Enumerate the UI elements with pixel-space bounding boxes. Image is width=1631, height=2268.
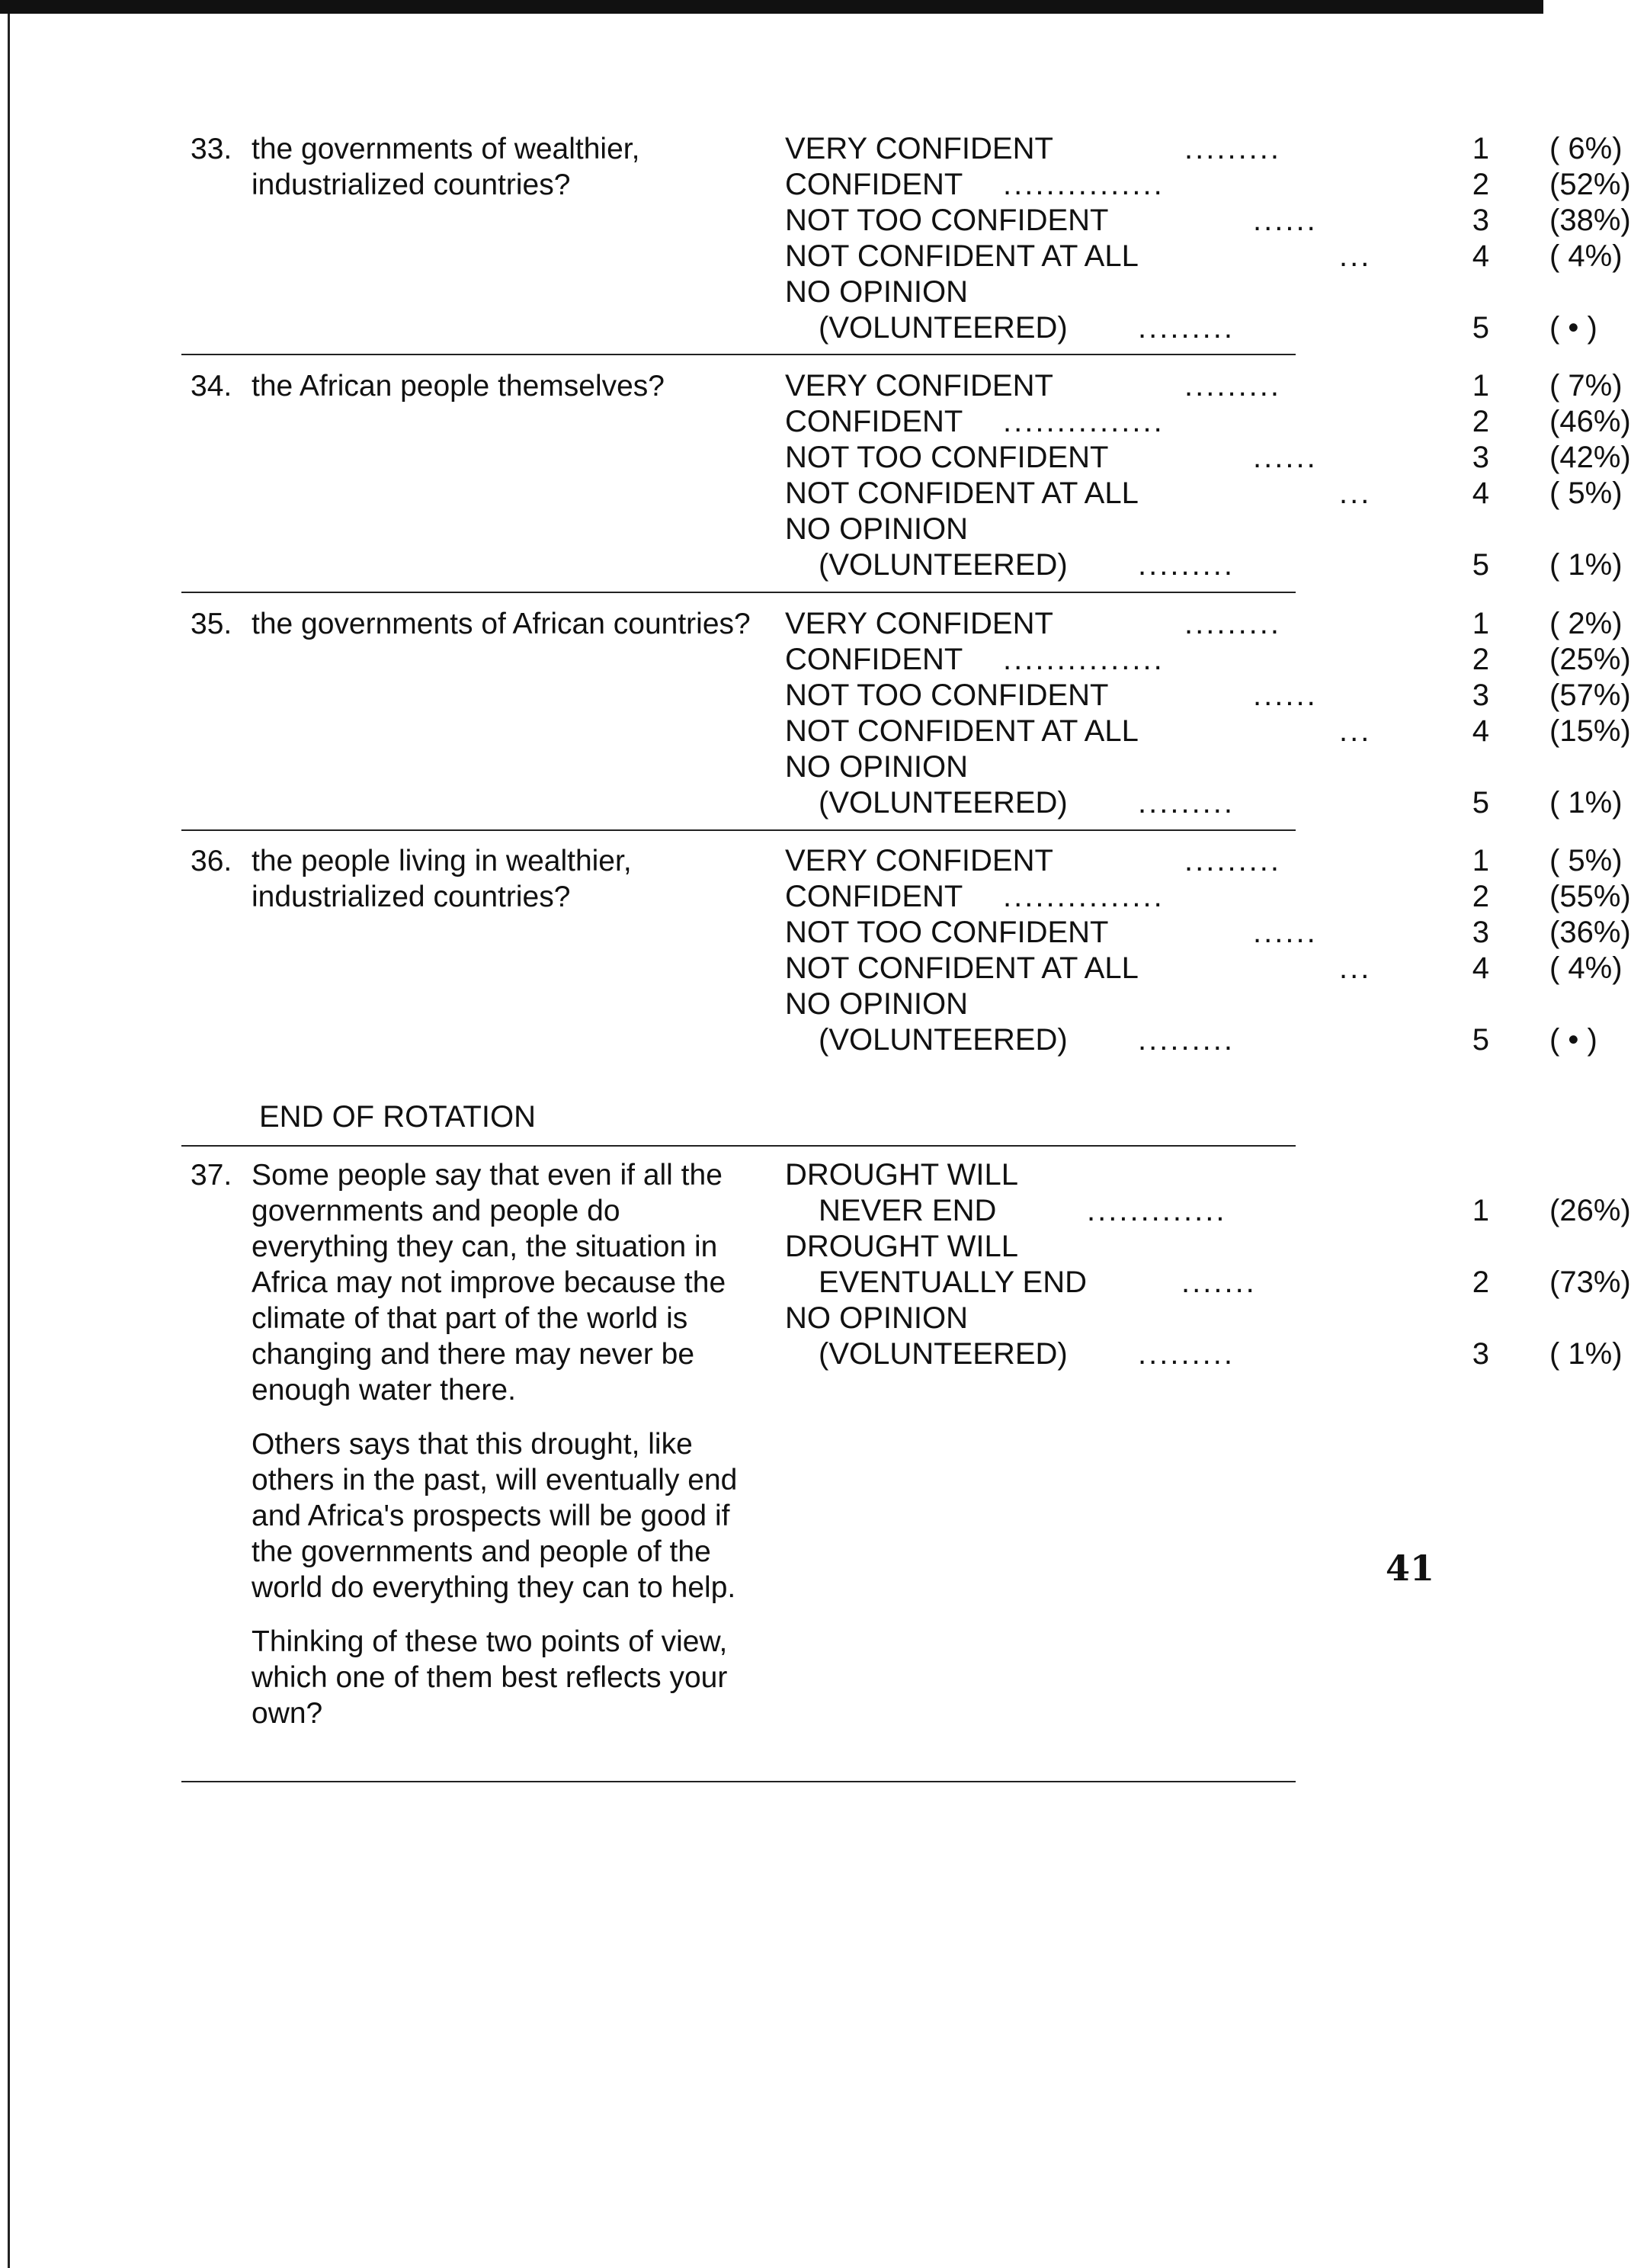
- option-label: CONFIDENT: [785, 405, 963, 438]
- answer-option: [785, 606, 1623, 642]
- question-number: 35.: [191, 608, 232, 640]
- dot-leader: .........: [1138, 786, 1235, 820]
- option-code: 3: [1472, 1337, 1489, 1371]
- dot-leader: .......: [1181, 1266, 1257, 1299]
- dot-leader: ...............: [1003, 168, 1165, 201]
- option-label: CONFIDENT: [785, 168, 963, 201]
- dot-leader: .........: [1184, 844, 1282, 877]
- option-percentage: ( 7%): [1549, 369, 1623, 403]
- option-percentage: ( • ): [1549, 311, 1597, 345]
- answer-option: [785, 749, 1486, 785]
- answer-option: [785, 951, 1623, 986]
- answer-option: [785, 642, 1631, 678]
- answer-option: [785, 1022, 1597, 1058]
- option-label: (VOLUNTEERED): [819, 1023, 1068, 1057]
- question-text: the people living in wealthier, industrialized countries?: [252, 845, 632, 913]
- answer-option: [785, 1265, 1631, 1301]
- answer-option: [785, 986, 1486, 1022]
- option-label: NOT CONFIDENT AT ALL: [785, 239, 1139, 273]
- option-percentage: ( 4%): [1549, 951, 1623, 985]
- option-percentage: (26%): [1549, 1194, 1631, 1227]
- option-percentage: ( 2%): [1549, 607, 1623, 640]
- option-percentage: (15%): [1549, 714, 1631, 748]
- option-label: NO OPINION: [785, 512, 969, 546]
- answer-option: [785, 203, 1631, 239]
- option-label: EVENTUALLY END: [819, 1266, 1087, 1299]
- option-code: 3: [1472, 441, 1489, 474]
- option-code: 3: [1472, 916, 1489, 949]
- answer-options: [785, 843, 1631, 1058]
- answer-options: [785, 606, 1631, 821]
- dot-leader: .........: [1184, 132, 1282, 165]
- option-code: 3: [1472, 204, 1489, 237]
- option-label: NO OPINION: [785, 987, 969, 1021]
- dot-leader: ...: [1339, 476, 1372, 510]
- option-percentage: (42%): [1549, 441, 1631, 474]
- section-divider: [181, 354, 1296, 355]
- dot-leader: .............: [1087, 1194, 1227, 1227]
- dot-leader: ...: [1339, 951, 1372, 985]
- option-percentage: (52%): [1549, 168, 1631, 201]
- answer-option: [785, 678, 1631, 714]
- option-label: (VOLUNTEERED): [819, 311, 1068, 345]
- question-text: Thinking of these two points of view, which one of them best reflects your own?: [252, 1625, 728, 1730]
- answer-option: [785, 785, 1623, 821]
- option-code: 1: [1472, 607, 1489, 640]
- option-code: 5: [1472, 548, 1489, 582]
- option-percentage: (57%): [1549, 678, 1631, 712]
- option-percentage: (55%): [1549, 880, 1631, 913]
- answer-option: [785, 547, 1623, 583]
- answer-option: [785, 1193, 1631, 1229]
- answer-option: [785, 1157, 1486, 1193]
- section-divider: [181, 1145, 1296, 1147]
- answer-option: [785, 512, 1486, 547]
- option-label: (VOLUNTEERED): [819, 1337, 1068, 1371]
- option-code: 3: [1472, 678, 1489, 712]
- option-label: NO OPINION: [785, 275, 969, 309]
- dot-leader: ...............: [1003, 405, 1165, 438]
- answer-option: [785, 131, 1623, 167]
- option-label: NOT CONFIDENT AT ALL: [785, 714, 1139, 748]
- answer-option: [785, 440, 1631, 476]
- answer-option: [785, 714, 1631, 749]
- option-percentage: ( 5%): [1549, 844, 1623, 877]
- section-divider: [181, 829, 1296, 831]
- option-code: 2: [1472, 405, 1489, 438]
- scan-left-border: [8, 14, 10, 2268]
- option-code: 1: [1472, 369, 1489, 403]
- answer-option: [785, 1229, 1486, 1265]
- question-number: 34.: [191, 370, 232, 403]
- answer-option: [785, 843, 1623, 879]
- dot-leader: ...: [1339, 714, 1372, 748]
- dot-leader: ...............: [1003, 643, 1165, 676]
- option-code: 1: [1472, 844, 1489, 877]
- answer-option: [785, 239, 1623, 274]
- option-code: 4: [1472, 714, 1489, 748]
- section-divider: [181, 592, 1296, 593]
- option-percentage: (73%): [1549, 1266, 1631, 1299]
- answer-option: [785, 167, 1631, 203]
- option-label: NO OPINION: [785, 1301, 969, 1335]
- option-code: 1: [1472, 1194, 1489, 1227]
- dot-leader: ......: [1253, 916, 1318, 949]
- option-label: NEVER END: [819, 1194, 997, 1227]
- option-percentage: ( 4%): [1549, 239, 1623, 273]
- scan-top-border: [0, 0, 1543, 14]
- option-code: 4: [1472, 476, 1489, 510]
- dot-leader: ......: [1253, 204, 1318, 237]
- option-code: 2: [1472, 1266, 1489, 1299]
- answer-option: [785, 1336, 1623, 1372]
- dot-leader: .........: [1138, 1023, 1235, 1057]
- option-label: NO OPINION: [785, 750, 969, 784]
- option-percentage: ( 6%): [1549, 132, 1623, 165]
- option-code: 5: [1472, 311, 1489, 345]
- section-divider: [181, 1781, 1296, 1782]
- option-percentage: ( 1%): [1549, 548, 1623, 582]
- question-text: Others says that this drought, like others in the past, will eventually end and Africa's prospects will be good if the governments and people of the world do everything they can to help.: [252, 1428, 738, 1604]
- option-code: 2: [1472, 168, 1489, 201]
- page-number: 41: [1386, 1548, 1435, 1589]
- dot-leader: ...: [1339, 239, 1372, 273]
- answer-option: [785, 310, 1597, 346]
- dot-leader: .........: [1184, 607, 1282, 640]
- option-percentage: (36%): [1549, 916, 1631, 949]
- option-label: NOT TOO CONFIDENT: [785, 678, 1109, 712]
- question-number: 37.: [191, 1159, 232, 1192]
- option-label: VERY CONFIDENT: [785, 369, 1053, 403]
- question-text: Some people say that even if all the governments and people do everything they can, the situation in Africa may not improve because the climate of that part of the world is changing and there may never be enough water there.: [252, 1159, 726, 1407]
- answer-option: [785, 915, 1631, 951]
- answer-options: [785, 1157, 1631, 1372]
- question-text: the African people themselves?: [252, 370, 665, 403]
- dot-leader: ......: [1253, 441, 1318, 474]
- dot-leader: .........: [1184, 369, 1282, 403]
- option-label: VERY CONFIDENT: [785, 844, 1053, 877]
- option-code: 5: [1472, 786, 1489, 820]
- answer-option: [785, 404, 1631, 440]
- option-code: 4: [1472, 239, 1489, 273]
- option-percentage: ( 5%): [1549, 476, 1623, 510]
- question-number: 33.: [191, 133, 232, 165]
- option-percentage: ( 1%): [1549, 1337, 1623, 1371]
- dot-leader: .........: [1138, 311, 1235, 345]
- option-label: VERY CONFIDENT: [785, 132, 1053, 165]
- option-code: 5: [1472, 1023, 1489, 1057]
- option-label: CONFIDENT: [785, 880, 963, 913]
- answer-options: [785, 368, 1631, 583]
- option-label: NOT TOO CONFIDENT: [785, 204, 1109, 237]
- option-label: NOT TOO CONFIDENT: [785, 441, 1109, 474]
- answer-option: [785, 1301, 1486, 1336]
- option-code: 2: [1472, 643, 1489, 676]
- option-label: (VOLUNTEERED): [819, 548, 1068, 582]
- question-text: the governments of African countries?: [252, 608, 751, 640]
- answer-option: [785, 274, 1486, 310]
- option-label: NOT CONFIDENT AT ALL: [785, 476, 1139, 510]
- option-percentage: (46%): [1549, 405, 1631, 438]
- option-label: NOT TOO CONFIDENT: [785, 916, 1109, 949]
- option-code: 4: [1472, 951, 1489, 985]
- option-percentage: (25%): [1549, 643, 1631, 676]
- dot-leader: ......: [1253, 678, 1318, 712]
- option-label: DROUGHT WILL: [785, 1158, 1018, 1192]
- option-percentage: ( 1%): [1549, 786, 1623, 820]
- option-label: NOT CONFIDENT AT ALL: [785, 951, 1139, 985]
- question-text: the governments of wealthier, industrialized countries?: [252, 133, 640, 201]
- option-label: DROUGHT WILL: [785, 1230, 1018, 1263]
- option-percentage: (38%): [1549, 204, 1631, 237]
- option-label: CONFIDENT: [785, 643, 963, 676]
- dot-leader: .........: [1138, 1337, 1235, 1371]
- option-label: VERY CONFIDENT: [785, 607, 1053, 640]
- answer-option: [785, 476, 1623, 512]
- answer-options: [785, 131, 1631, 346]
- option-code: 2: [1472, 880, 1489, 913]
- question-number: 36.: [191, 845, 232, 877]
- answer-option: [785, 879, 1631, 915]
- dot-leader: .........: [1138, 548, 1235, 582]
- answer-option: [785, 368, 1623, 404]
- dot-leader: ...............: [1003, 880, 1165, 913]
- option-label: (VOLUNTEERED): [819, 786, 1068, 820]
- option-code: 1: [1472, 132, 1489, 165]
- end-of-rotation-label: END OF ROTATION: [259, 1100, 536, 1134]
- option-percentage: ( • ): [1549, 1023, 1597, 1057]
